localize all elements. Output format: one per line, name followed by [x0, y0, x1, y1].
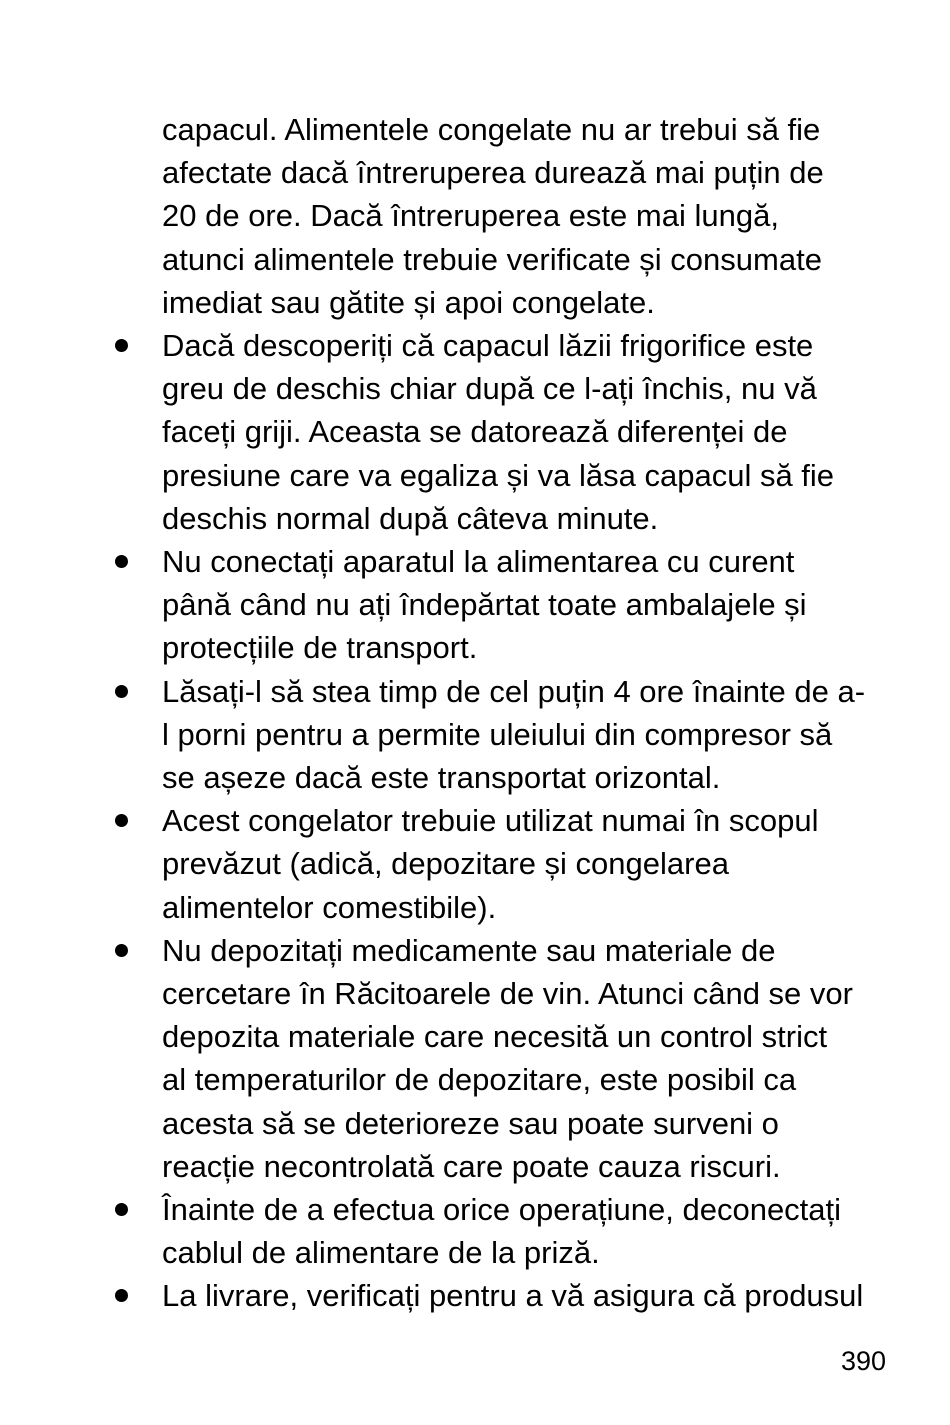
text-line: faceți griji. Aceasta se datorează diferenței de — [162, 414, 788, 450]
bullet-icon — [115, 1203, 128, 1216]
text-line: al temperaturilor de depozitare, este posibil ca — [162, 1062, 797, 1098]
text-line: depozita materiale care necesită un control strict — [162, 1019, 828, 1055]
text-line: presiune care va egaliza și va lăsa capacul să fie — [162, 457, 835, 493]
bullet-item — [162, 324, 892, 540]
text-line: reacție necontrolată care poate cauza riscuri. — [162, 1148, 781, 1184]
text-line: acesta să se deterioreze sau poate surveni o — [162, 1105, 779, 1141]
bullet-icon — [115, 685, 128, 698]
bullet-icon — [115, 555, 128, 568]
text-line: l porni pentru a permite uleiului din compresor să — [162, 716, 833, 752]
text-line: protecțiile de transport. — [162, 630, 478, 666]
text-line: capacul. Alimentele congelate nu ar trebui să fie — [162, 112, 821, 147]
bullet-item — [162, 1274, 892, 1317]
text-line: Nu conectați aparatul la alimentarea cu curent — [162, 544, 795, 580]
bullet-icon — [115, 339, 128, 352]
text-line: afectate dacă întreruperea durează mai puțin de — [162, 155, 824, 191]
text-line: Înainte de a efectua orice operațiune, deconectați — [162, 1192, 842, 1228]
text-line: alimentelor comestibile). — [162, 889, 497, 925]
text-line: Nu depozitați medicamente sau materiale de — [162, 932, 776, 968]
bullet-item — [162, 1188, 892, 1274]
bullet-icon — [115, 944, 128, 957]
bullet-item — [162, 670, 892, 800]
text-line: 20 de ore. Dacă întreruperea este mai lungă, — [162, 198, 779, 234]
text-line: Lăsați-l să stea timp de cel puțin 4 ore înainte de a- — [162, 673, 866, 709]
bullet-icon — [115, 814, 128, 827]
text-line: imediat sau gătite și apoi congelate. — [162, 284, 655, 320]
text-line: cablul de alimentare de la priză. — [162, 1235, 600, 1271]
intro-paragraph — [162, 108, 892, 324]
text-line: Acest congelator trebuie utilizat numai în scopul — [162, 803, 819, 839]
bullet-item — [162, 540, 892, 670]
text-line: prevăzut (adică, depozitare și congelarea — [162, 846, 729, 882]
text-line: cercetare în Răcitoarele de vin. Atunci când se vor — [162, 976, 853, 1012]
bullet-icon — [115, 1289, 128, 1302]
text-line: atunci alimentele trebuie verificate și consumate — [162, 241, 822, 277]
text-line: La livrare, verificați pentru a vă asigura că produsul — [162, 1278, 864, 1314]
text-line: până când nu ați îndepărtat toate ambalajele și — [162, 587, 807, 623]
text-line: deschis normal după câteva minute. — [162, 500, 659, 536]
text-line: se așeze dacă este transportat orizontal. — [162, 760, 721, 796]
bullet-item — [162, 929, 892, 1188]
page-number: 390 — [840, 1346, 886, 1376]
text-line: Dacă descoperiți că capacul lăzii frigorifice este — [162, 328, 814, 364]
bullet-item — [162, 799, 892, 929]
text-line: greu de deschis chiar după ce l-ați închis, nu vă — [162, 371, 817, 407]
page-body — [162, 108, 892, 1318]
